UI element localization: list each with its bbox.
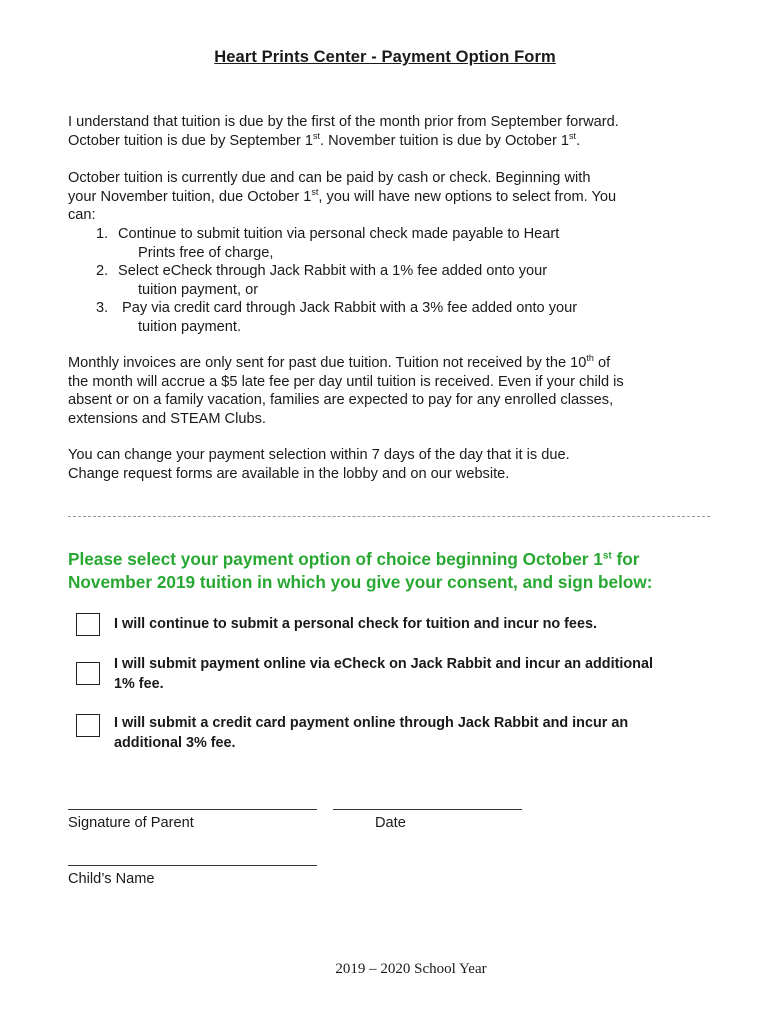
- invoice-line-4: extensions and STEAM Clubs.: [68, 410, 266, 427]
- change-paragraph: [68, 446, 718, 483]
- invoice-line-2: the month will accrue a $5 late fee per day until tuition is received. Even if your child is: [68, 373, 624, 390]
- list-item-number: 2.: [96, 263, 109, 280]
- options-line-2: [68, 188, 718, 207]
- invoice-line-1-text-a: Monthly invoices are only sent for past due tuition. Tuition not received by the 10: [68, 355, 587, 371]
- list-item-line: Prints free of charge,: [138, 244, 274, 261]
- options-line-2-text-b: , you will have new options to select from. You: [318, 188, 617, 205]
- options-line-2-text-a: your November tuition, due October 1: [68, 188, 312, 205]
- intro-line-2-text-b: . November tuition is due by October 1: [320, 132, 570, 149]
- invoice-superscript: th: [586, 353, 594, 364]
- form-title: Heart Prints Center - Payment Option Form: [214, 48, 556, 66]
- personal-check-option-label: [114, 614, 714, 634]
- list-item-number: 3.: [96, 300, 109, 317]
- parent-signature-label: Signature of Parent: [68, 815, 194, 831]
- intro-line-1: I understand that tuition is due by the first of the month prior from September forward.: [68, 114, 619, 130]
- options-superscript: st: [311, 186, 319, 197]
- list-item-line: tuition payment, or: [138, 281, 259, 298]
- intro-superscript-2: st: [569, 130, 577, 141]
- invoice-line-3: absent or on a family vacation, families are expected to pay for any enrolled classes,: [68, 392, 614, 409]
- list-item-number: 1.: [96, 226, 109, 242]
- payment-options-list: [68, 225, 708, 337]
- option-label-line: I will submit payment online via eCheck on Jack Rabbit and incur an additional: [114, 656, 653, 672]
- selection-heading-text-b: for: [611, 549, 640, 569]
- selection-heading-line-2: November 2019 tuition in which you give your consent, and sign below:: [68, 572, 653, 592]
- options-line-1: October tuition is currently due and can be paid by cash or check. Beginning with: [68, 170, 591, 186]
- list-item: [68, 225, 708, 262]
- invoice-line-1: [68, 354, 718, 373]
- invoice-paragraph: [68, 354, 718, 428]
- personal-check-checkbox[interactable]: [76, 613, 100, 636]
- selection-heading-text-a: Please select your payment option of choice beginning October 1: [68, 549, 603, 569]
- list-item: [68, 262, 708, 299]
- selection-heading-line-1: [68, 548, 748, 571]
- credit-card-option-label: [114, 713, 714, 753]
- intro-line-2-text-a: October tuition is due by September 1: [68, 132, 313, 149]
- selection-heading: [68, 548, 748, 594]
- options-line-3: can:: [68, 207, 96, 224]
- intro-superscript-1: st: [313, 130, 321, 141]
- intro-line-2-text-c: .: [576, 132, 581, 149]
- dashed-divider: [68, 516, 710, 517]
- child-name-line[interactable]: [68, 865, 317, 866]
- option-label-line: I will continue to submit a personal check for tuition and incur no fees.: [114, 616, 597, 632]
- child-name-label: Child’s Name: [68, 871, 155, 887]
- option-label-line: 1% fee.: [114, 676, 164, 692]
- school-year-footer: [0, 961, 770, 978]
- option-label-line: I will submit a credit card payment online through Jack Rabbit and incur an: [114, 715, 629, 731]
- list-item-line: Pay via credit card through Jack Rabbit with a 3% fee added onto your: [122, 300, 578, 317]
- list-item-line: Select eCheck through Jack Rabbit with a 1% fee added onto your: [118, 263, 548, 280]
- echeck-option-label: [114, 654, 714, 694]
- date-label: Date: [375, 815, 406, 831]
- list-item-line: tuition payment.: [138, 318, 242, 335]
- date-line[interactable]: [333, 809, 522, 810]
- list-item: [68, 299, 708, 336]
- selection-heading-superscript: st: [602, 550, 612, 562]
- intro-paragraph: [68, 113, 718, 150]
- list-item-line: Continue to submit tuition via personal check made payable to Heart: [118, 226, 560, 242]
- invoice-line-1-text-b: of: [593, 355, 611, 371]
- intro-line-2: [68, 132, 718, 151]
- options-paragraph: [68, 169, 718, 225]
- change-line-1: You can change your payment selection within 7 days of the day that it is due.: [68, 447, 570, 463]
- credit-card-checkbox[interactable]: [76, 714, 100, 737]
- change-line-2: Change request forms are available in the lobby and on our website.: [68, 465, 510, 482]
- option-label-line: additional 3% fee.: [114, 735, 236, 751]
- school-year-text: 2019 – 2020 School Year: [335, 961, 487, 977]
- parent-signature-line[interactable]: [68, 809, 317, 810]
- echeck-checkbox[interactable]: [76, 662, 100, 685]
